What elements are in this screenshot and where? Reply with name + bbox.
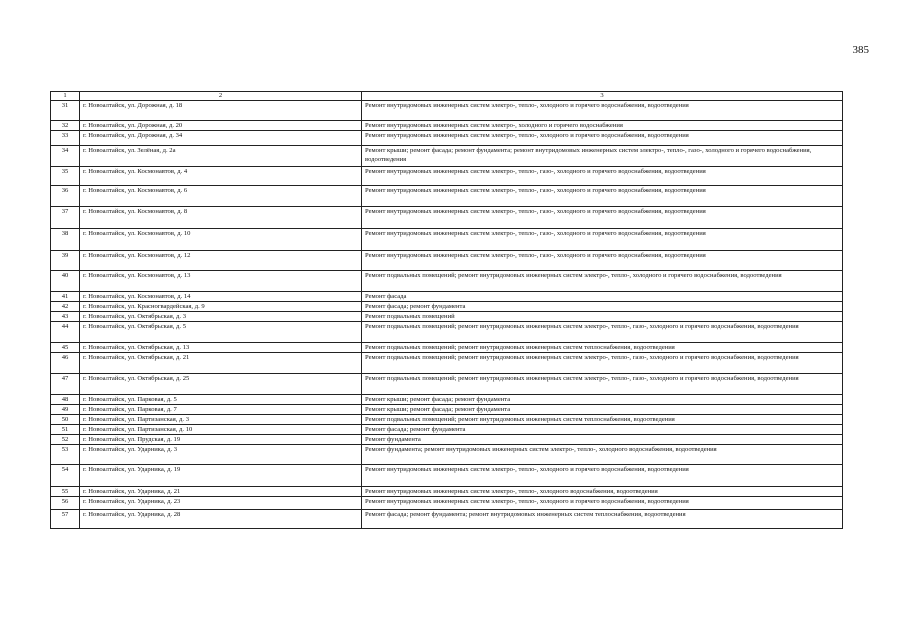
row-number: 55: [51, 487, 80, 497]
row-works: Ремонт внутридомовых инженерных систем электро-, тепло-, газо-, холодного и горячего водоснабжения, водоотведения: [362, 167, 843, 186]
row-number: 40: [51, 271, 80, 292]
row-number: 54: [51, 465, 80, 487]
row-address: г. Новоалтайск, ул. Октябрьская, д. 21: [80, 353, 362, 374]
table-row: [51, 510, 843, 529]
table-row: [51, 312, 843, 322]
row-works: Ремонт крыши; ремонт фасада; ремонт фундамента: [362, 405, 843, 415]
row-address: г. Новоалтайск, ул. Космонавтов, д. 8: [80, 207, 362, 229]
row-number: 31: [51, 101, 80, 121]
column-header-address: 2: [80, 92, 362, 101]
table-row: [51, 322, 843, 343]
row-number: 47: [51, 374, 80, 395]
table-row: [51, 251, 843, 271]
row-number: 42: [51, 302, 80, 312]
row-works: Ремонт крыши; ремонт фасада; ремонт фундамента: [362, 395, 843, 405]
row-works: Ремонт внутридомовых инженерных систем электро-, тепло-, холодного и горячего водоснабжения, водоотведения: [362, 101, 843, 121]
table-header-row: [51, 92, 843, 101]
table-row: [51, 415, 843, 425]
table-body: [51, 92, 843, 529]
row-address: г. Новоалтайск, ул. Зелёная, д. 2а: [80, 146, 362, 167]
row-address: г. Новоалтайск, ул. Октябрьская, д. 3: [80, 312, 362, 322]
table-row: [51, 487, 843, 497]
row-works: Ремонт внутридомовых инженерных систем электро-, тепло-, газо-, холодного и горячего водоснабжения, водоотведения: [362, 251, 843, 271]
row-works: Ремонт фасада: [362, 292, 843, 302]
row-works: Ремонт фасада; ремонт фундамента: [362, 425, 843, 435]
table-row: [51, 229, 843, 251]
row-number: 50: [51, 415, 80, 425]
row-number: 44: [51, 322, 80, 343]
column-header-number: 1: [51, 92, 80, 101]
row-number: 39: [51, 251, 80, 271]
row-address: г. Новоалтайск, ул. Космонавтов, д. 6: [80, 186, 362, 207]
table-row: [51, 497, 843, 510]
row-address: г. Новоалтайск, ул. Октябрьская, д. 5: [80, 322, 362, 343]
row-address: г. Новоалтайск, ул. Ударника, д. 23: [80, 497, 362, 510]
column-header-works: 3: [362, 92, 843, 101]
row-works: Ремонт подвальных помещений: [362, 312, 843, 322]
row-works: Ремонт внутридомовых инженерных систем электро-, тепло-, холодного и горячего водоснабжения, водоотведения: [362, 131, 843, 146]
row-works: Ремонт внутридомовых инженерных систем электро-, холодного и горячего водоснабжения: [362, 121, 843, 131]
table-row: [51, 207, 843, 229]
row-works: Ремонт внутридомовых инженерных систем электро-, тепло-, газо-, холодного и горячего водоснабжения, водоотведения: [362, 186, 843, 207]
row-works: Ремонт подвальных помещений; ремонт внутридомовых инженерных систем электро-, тепло-, газо-, холодного и горячего водоснабжения, водоотведения: [362, 353, 843, 374]
row-works: Ремонт внутридомовых инженерных систем электро-, тепло-, газо-, холодного и горячего водоснабжения, водоотведения: [362, 229, 843, 251]
row-number: 48: [51, 395, 80, 405]
row-number: 46: [51, 353, 80, 374]
row-works: Ремонт подвальных помещений; ремонт внутридомовых инженерных систем электро-, тепло-, газо-, холодного и горячего водоснабжения, водоотведения: [362, 374, 843, 395]
row-works: Ремонт подвальных помещений; ремонт внутридомовых инженерных систем теплоснабжения, водоотведения: [362, 415, 843, 425]
row-address: г. Новоалтайск, ул. Космонавтов, д. 4: [80, 167, 362, 186]
row-address: г. Новоалтайск, ул. Космонавтов, д. 10: [80, 229, 362, 251]
row-works: Ремонт подвальных помещений; ремонт внутридомовых инженерных систем электро-, тепло-, холодного и горячего водоснабжения, водоотведения: [362, 271, 843, 292]
row-address: г. Новоалтайск, ул. Дорожная, д. 20: [80, 121, 362, 131]
row-address: г. Новоалтайск, ул. Партизанская, д. 3: [80, 415, 362, 425]
row-address: г. Новоалтайск, ул. Партизанская, д. 10: [80, 425, 362, 435]
row-address: г. Новоалтайск, ул. Дорожная, д. 18: [80, 101, 362, 121]
row-address: г. Новоалтайск, ул. Ударника, д. 3: [80, 445, 362, 465]
row-address: г. Новоалтайск, ул. Октябрьская, д. 13: [80, 343, 362, 353]
row-number: 33: [51, 131, 80, 146]
table-row: [51, 405, 843, 415]
table-row: [51, 101, 843, 121]
row-number: 49: [51, 405, 80, 415]
table-row: [51, 465, 843, 487]
table-row: [51, 167, 843, 186]
table-row: [51, 131, 843, 146]
row-works: Ремонт крыши; ремонт фасада; ремонт фундамента; ремонт внутридомовых инженерных систем электро-, тепло-, газо-, холодного и горячего водоснабжения, водоотведения: [362, 146, 843, 167]
row-address: г. Новоалтайск, ул. Космонавтов, д. 14: [80, 292, 362, 302]
row-number: 37: [51, 207, 80, 229]
row-number: 36: [51, 186, 80, 207]
row-address: г. Новоалтайск, ул. Ударника, д. 28: [80, 510, 362, 529]
table-row: [51, 374, 843, 395]
row-number: 38: [51, 229, 80, 251]
table-row: [51, 121, 843, 131]
row-number: 32: [51, 121, 80, 131]
page-number: 385: [852, 44, 869, 56]
table-row: [51, 395, 843, 405]
table-row: [51, 186, 843, 207]
row-works: Ремонт внутридомовых инженерных систем электро-, тепло-, холодного и горячего водоснабжения, водоотведения: [362, 497, 843, 510]
row-number: 34: [51, 146, 80, 167]
row-works: Ремонт фундамента: [362, 435, 843, 445]
row-address: г. Новоалтайск, ул. Прудская, д. 19: [80, 435, 362, 445]
row-address: г. Новоалтайск, ул. Октябрьская, д. 25: [80, 374, 362, 395]
row-works: Ремонт внутридомовых инженерных систем электро-, тепло-, холодного и горячего водоснабжения, водоотведения: [362, 465, 843, 487]
table-row: [51, 343, 843, 353]
row-number: 57: [51, 510, 80, 529]
row-address: г. Новоалтайск, ул. Космонавтов, д. 13: [80, 271, 362, 292]
row-works: Ремонт фасада; ремонт фундамента; ремонт внутридомовых инженерных систем теплоснабжения, водоотведения: [362, 510, 843, 529]
table-row: [51, 302, 843, 312]
table-row: [51, 353, 843, 374]
row-number: 41: [51, 292, 80, 302]
row-works: Ремонт фундамента; ремонт внутридомовых инженерных систем электро-, тепло-, холодного водоснабжения, водоотведения: [362, 445, 843, 465]
row-works: Ремонт внутридомовых инженерных систем электро-, тепло-, газо-, холодного и горячего водоснабжения, водоотведения: [362, 207, 843, 229]
repair-registry-table: [50, 91, 843, 529]
row-number: 53: [51, 445, 80, 465]
row-address: г. Новоалтайск, ул. Дорожная, д. 34: [80, 131, 362, 146]
row-number: 35: [51, 167, 80, 186]
table-row: [51, 425, 843, 435]
row-number: 43: [51, 312, 80, 322]
row-address: г. Новоалтайск, ул. Парковая, д. 7: [80, 405, 362, 415]
table-row: [51, 445, 843, 465]
row-works: Ремонт подвальных помещений; ремонт внутридомовых инженерных систем электро-, тепло-, газо-, холодного и горячего водоснабжения, водоотведения: [362, 322, 843, 343]
table-row: [51, 271, 843, 292]
row-address: г. Новоалтайск, ул. Красногвардейская, д. 9: [80, 302, 362, 312]
row-works: Ремонт фасада; ремонт фундамента: [362, 302, 843, 312]
row-address: г. Новоалтайск, ул. Ударника, д. 21: [80, 487, 362, 497]
table-row: [51, 435, 843, 445]
row-address: г. Новоалтайск, ул. Космонавтов, д. 12: [80, 251, 362, 271]
row-number: 51: [51, 425, 80, 435]
table-row: [51, 146, 843, 167]
row-works: Ремонт подвальных помещений; ремонт внутридомовых инженерных систем теплоснабжения, водоотведения: [362, 343, 843, 353]
row-address: г. Новоалтайск, ул. Ударника, д. 19: [80, 465, 362, 487]
row-works: Ремонт внутридомовых инженерных систем электро-, тепло-, холодного водоснабжения, водоотведения: [362, 487, 843, 497]
table-row: [51, 292, 843, 302]
row-number: 45: [51, 343, 80, 353]
row-address: г. Новоалтайск, ул. Парковая, д. 5: [80, 395, 362, 405]
row-number: 56: [51, 497, 80, 510]
row-number: 52: [51, 435, 80, 445]
